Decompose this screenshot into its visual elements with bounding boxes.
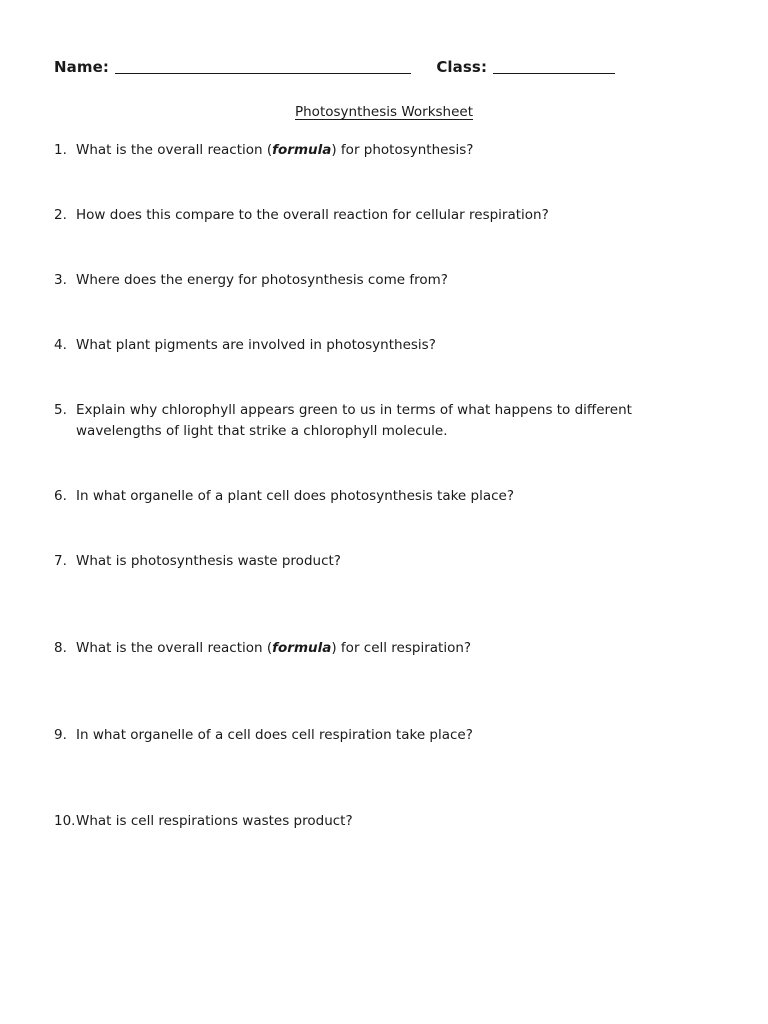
question-emphasis: formula bbox=[272, 640, 332, 656]
class-blank[interactable] bbox=[493, 59, 615, 74]
class-label: Class: bbox=[436, 58, 488, 76]
question-7 bbox=[54, 551, 694, 572]
question-number: 3. bbox=[54, 272, 67, 288]
question-emphasis: formula bbox=[272, 142, 332, 158]
question-number: 8. bbox=[54, 640, 67, 656]
question-10 bbox=[54, 811, 694, 832]
question-number: 1. bbox=[54, 142, 67, 158]
question-5 bbox=[54, 400, 694, 442]
question-text: What is photosynthesis waste product? bbox=[76, 553, 341, 569]
question-text: What is cell respirations wastes product? bbox=[76, 813, 353, 829]
question-number: 9. bbox=[54, 727, 67, 743]
question-9 bbox=[54, 725, 694, 746]
question-text: What is the overall reaction (formula) for cell respiration? bbox=[76, 640, 472, 656]
question-text: What is the overall reaction (formula) for photosynthesis? bbox=[76, 142, 474, 158]
name-blank[interactable] bbox=[115, 59, 411, 74]
question-4 bbox=[54, 335, 694, 356]
question-6 bbox=[54, 486, 694, 507]
question-text: In what organelle of a plant cell does photosynthesis take place? bbox=[76, 488, 515, 504]
question-number: 7. bbox=[54, 553, 67, 569]
worksheet-title: Photosynthesis Worksheet bbox=[294, 104, 474, 120]
question-number: 10. bbox=[54, 813, 76, 829]
header-row bbox=[54, 58, 615, 76]
question-text: What plant pigments are involved in photosynthesis? bbox=[76, 337, 436, 353]
question-text: In what organelle of a cell does cell respiration take place? bbox=[76, 727, 473, 743]
question-text: How does this compare to the overall reaction for cellular respiration? bbox=[76, 207, 549, 223]
question-number: 6. bbox=[54, 488, 67, 504]
question-8 bbox=[54, 638, 694, 659]
question-text: Explain why chlorophyll appears green to us in terms of what happens to different wavelengths of light that strike a chlorophyll molecule. bbox=[76, 402, 632, 439]
question-2 bbox=[54, 205, 694, 226]
question-number: 2. bbox=[54, 207, 67, 223]
question-number: 5. bbox=[54, 402, 67, 418]
question-number: 4. bbox=[54, 337, 67, 353]
name-label: Name: bbox=[54, 58, 109, 76]
question-1 bbox=[54, 140, 694, 161]
question-3 bbox=[54, 270, 694, 291]
question-text: Where does the energy for photosynthesis come from? bbox=[76, 272, 448, 288]
